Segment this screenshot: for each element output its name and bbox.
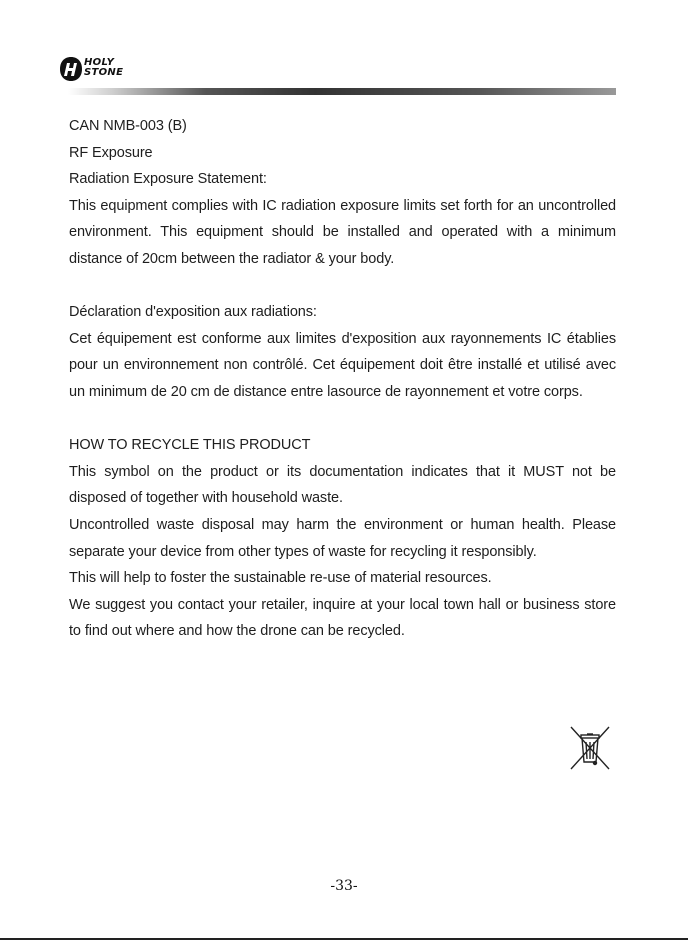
logo-line-2: STONE (84, 67, 124, 78)
recycle-paragraph-2: Uncontrolled waste disposal may harm the environment or human health. Please separate your device from other types of waste for recycling it responsibly. (69, 516, 616, 560)
page-number: -33- (330, 878, 358, 894)
recycle-paragraph-4: We suggest you contact your retailer, inquire at your local town hall or business store to find out where and how the drone can be recycled. (69, 596, 616, 640)
recycle-paragraph-3: This will help to foster the sustainable re-use of material resources. (69, 570, 492, 587)
can-header: CAN NMB-003 (B) (69, 118, 187, 134)
recycle-heading: HOW TO RECYCLE THIS PRODUCT (69, 437, 311, 454)
declaration-body: Cet équipement est conforme aux limites d'exposition aux rayonnements IC établies pour un environnement non contrôlé. Cet équipement doit être installé et utilisé avec un minimum de 20 cm de distance entre lasource de rayonnement et votre corps. (69, 330, 616, 400)
logo-line-1: HOLY (84, 57, 115, 68)
logo-emblem-icon (58, 54, 84, 84)
page-content (69, 113, 616, 645)
crossed-out-wheelie-bin-icon (567, 724, 613, 772)
brand-logo (58, 54, 168, 88)
radiation-statement-title: Radiation Exposure Statement: (69, 171, 267, 188)
rf-exposure-heading: RF Exposure (69, 144, 153, 161)
logo-wordmark (84, 58, 123, 78)
declaration-title: Déclaration d'exposition aux radiations: (69, 304, 317, 321)
radiation-statement-body: This equipment complies with IC radiation exposure limits set forth for an uncontrolled environment. This equipment should be installed and operated with a minimum distance of 20cm between the radiator & your body. (69, 197, 616, 267)
recycle-paragraph-1: This symbol on the product or its documentation indicates that it MUST not be disposed of together with household waste. (69, 463, 616, 507)
header-divider (68, 88, 616, 95)
